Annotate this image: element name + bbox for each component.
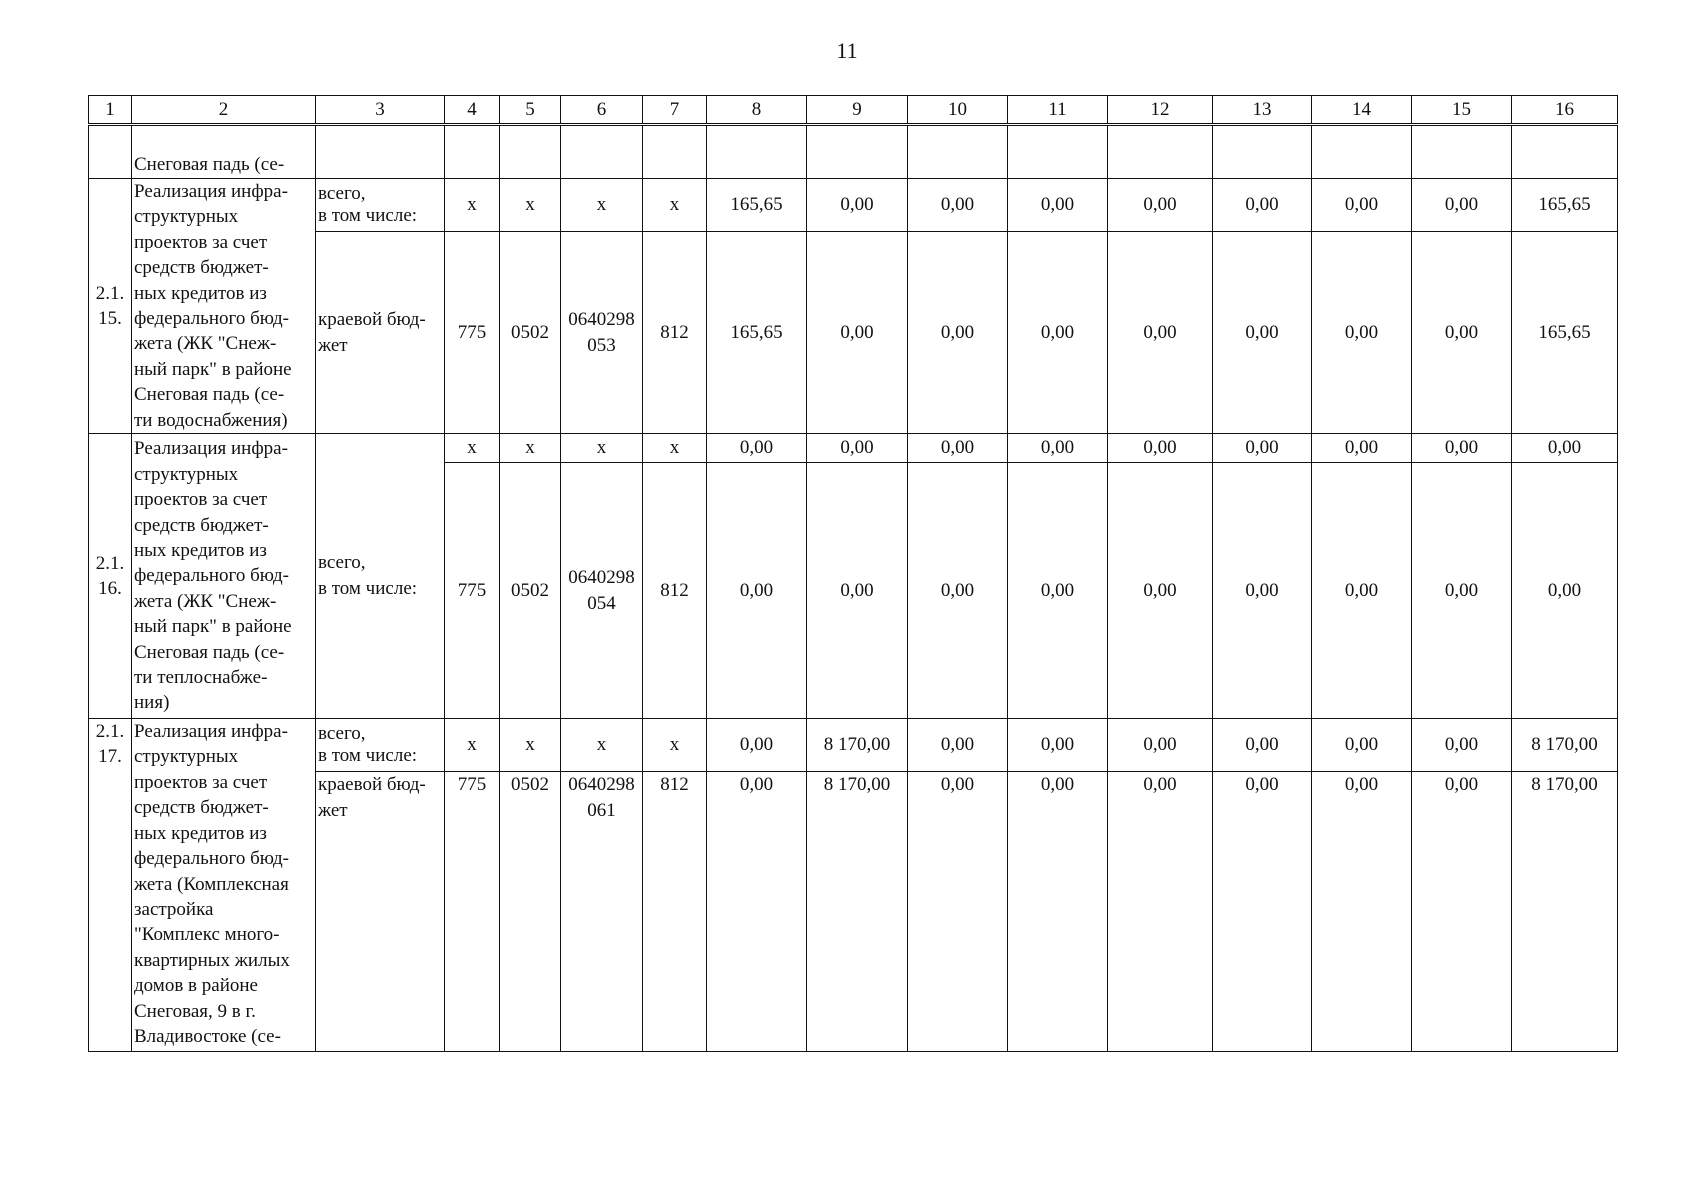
table-cell: 0,00 [1412,179,1512,232]
table-row [89,772,1618,1052]
table-cell: 0,00 [1213,719,1312,772]
table-cell: x [561,179,643,232]
table-cell: 0,00 [707,434,807,463]
column-number: 11 [1008,96,1108,124]
table-cell: 0,00 [1412,772,1512,1052]
table-cell: 0,00 [1108,434,1213,463]
table-row [89,232,1618,434]
column-number: 6 [561,96,643,124]
table-cell: 0,00 [1312,719,1412,772]
column-number: 8 [707,96,807,124]
table-cell: 812 [643,232,707,434]
table-cell: x [500,719,561,772]
column-number: 2 [132,96,316,124]
table-row [89,434,1618,463]
column-number: 7 [643,96,707,124]
table-cell: 0,00 [1213,772,1312,1052]
total-label: всего, в том числе: [316,179,445,232]
table-cell: 0640298 061 [561,772,643,1052]
column-number: 12 [1108,96,1213,124]
table-cell: 0,00 [1512,463,1618,719]
table-cell: 0,00 [908,179,1008,232]
table-cell: 0,00 [807,463,908,719]
table-cell: x [643,434,707,463]
table-cell: 0,00 [1213,179,1312,232]
table-cell: 0,00 [1008,179,1108,232]
table-cell: 0,00 [1312,463,1412,719]
table-cell: x [445,434,500,463]
table-cell: 0,00 [908,719,1008,772]
table-cell: 0,00 [1108,719,1213,772]
table-cell: 0,00 [1312,179,1412,232]
table-cell: x [643,179,707,232]
table-cell: 0640298 054 [561,463,643,719]
table-cell: 812 [643,772,707,1052]
column-number-row [89,96,1618,124]
table-cell: 0,00 [1412,463,1512,719]
table-cell: x [500,179,561,232]
table-cell: x [500,434,561,463]
table-cell: 0,00 [1008,719,1108,772]
item-index: 2.1. 16. [89,434,132,719]
table-cell: 165,65 [707,179,807,232]
table-cell: 0,00 [1213,434,1312,463]
sub-label: краевой бюд- жет [316,232,445,434]
table-cell: 0502 [500,232,561,434]
table-cell: 0,00 [1008,434,1108,463]
table-cell: 165,65 [1512,232,1618,434]
item-name: Реализация инфра- структурных проектов за счет средств бюджет- ных кредитов из федерального бюд- жета (ЖК "Снеж- ный парк" в районе Снеговая падь (се- ти водоснабжения) [132,179,316,434]
column-number: 16 [1512,96,1618,124]
column-number: 5 [500,96,561,124]
table-cell: 0,00 [908,463,1008,719]
column-number: 15 [1412,96,1512,124]
item-name: Реализация инфра- структурных проектов за счет средств бюджет- ных кредитов из федерального бюд- жета (ЖК "Снеж- ный парк" в районе Снеговая падь (се- ти теплоснабже- ния) [132,434,316,719]
table-row [89,719,1618,772]
table-cell: 775 [445,772,500,1052]
item-index: 2.1. 15. [89,179,132,434]
column-number: 10 [908,96,1008,124]
table-cell: 0,00 [1213,463,1312,719]
table-cell: 0,00 [908,232,1008,434]
table-cell: 165,65 [1512,179,1618,232]
table-cell: 8 170,00 [807,772,908,1052]
column-number: 13 [1213,96,1312,124]
column-number: 1 [89,96,132,124]
table-cell: 0,00 [1312,434,1412,463]
table-cell: x [445,179,500,232]
table-cell: 0,00 [1512,434,1618,463]
total-label: всего, в том числе: [316,434,445,719]
budget-table [88,95,1618,1052]
table-cell: 0,00 [1108,232,1213,434]
table-cell: 8 170,00 [1512,772,1618,1052]
table-cell: 0,00 [1108,772,1213,1052]
table-cell: 0,00 [1312,772,1412,1052]
table-cell: 0,00 [707,772,807,1052]
table-cell: 0640298 053 [561,232,643,434]
column-number: 4 [445,96,500,124]
page-number: 11 [836,38,858,63]
table-cell: 165,65 [707,232,807,434]
table-cell: 0,00 [707,719,807,772]
table-cell: 0,00 [1108,463,1213,719]
table-cell: 0502 [500,463,561,719]
column-number: 3 [316,96,445,124]
table-cell: 8 170,00 [807,719,908,772]
table-cell: 0,00 [1008,772,1108,1052]
table-cell: 0,00 [807,179,908,232]
total-label: всего, в том числе: [316,719,445,772]
table-cell: 0,00 [1108,179,1213,232]
table-cell: 0502 [500,772,561,1052]
table-cell: 0,00 [908,434,1008,463]
column-number: 14 [1312,96,1412,124]
table-cell: 0,00 [1412,434,1512,463]
table-cell: 0,00 [1213,232,1312,434]
table-cell: 0,00 [807,434,908,463]
item-name: Снеговая падь (се- [132,126,316,179]
table-cell: x [561,434,643,463]
table-cell: 0,00 [1008,232,1108,434]
continuation-row [89,126,1618,179]
table-cell: 775 [445,463,500,719]
table-cell: 0,00 [1312,232,1412,434]
table-cell: 0,00 [908,772,1008,1052]
table-cell: 0,00 [707,463,807,719]
table-cell: x [445,719,500,772]
table-cell: 0,00 [1008,463,1108,719]
table-cell: 8 170,00 [1512,719,1618,772]
item-index: 2.1. 17. [89,719,132,1052]
item-name: Реализация инфра- структурных проектов за счет средств бюджет- ных кредитов из федерального бюд- жета (Комплексная застройка "Комплекс много- квартирных жилых домов в районе Снеговая, 9 в г. Владивостоке (се- [132,719,316,1052]
table-cell: x [643,719,707,772]
table-cell: 0,00 [807,232,908,434]
sub-label: краевой бюд- жет [316,772,445,1052]
table-cell: 812 [643,463,707,719]
table-cell: x [561,719,643,772]
table-row [89,179,1618,232]
table-cell: 0,00 [1412,232,1512,434]
table-cell: 775 [445,232,500,434]
column-number: 9 [807,96,908,124]
table-cell: 0,00 [1412,719,1512,772]
